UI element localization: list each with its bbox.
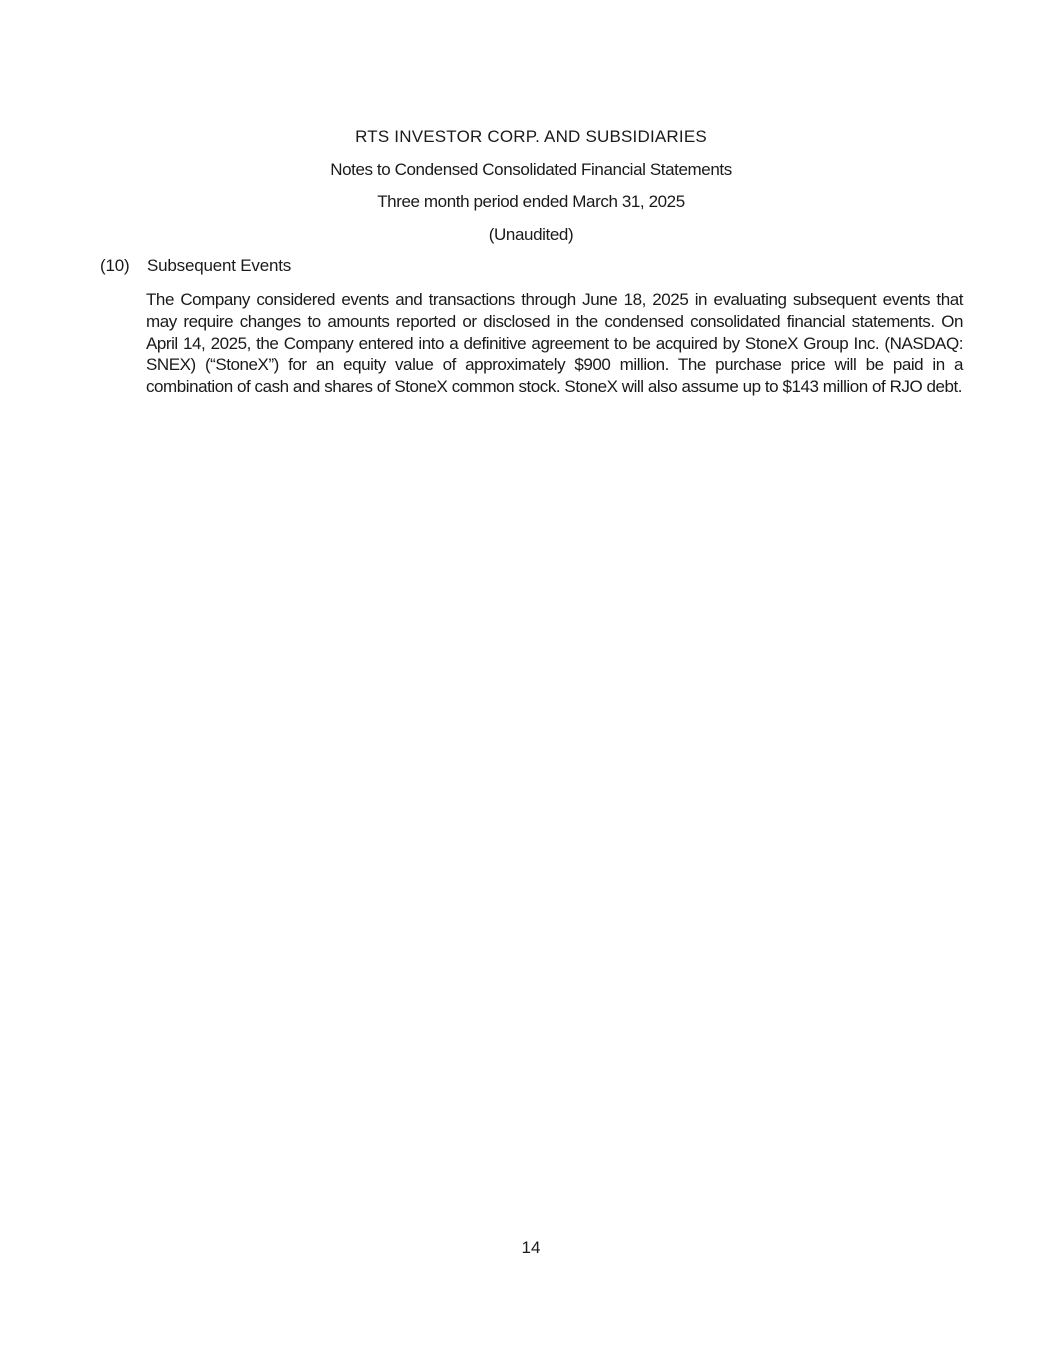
section-title: Subsequent Events (147, 256, 292, 275)
document-title: Notes to Condensed Consolidated Financial Statements (330, 160, 732, 179)
company-name: RTS INVESTOR CORP. AND SUBSIDIARIES (355, 127, 707, 146)
section-heading (100, 256, 291, 276)
reporting-period: Three month period ended March 31, 2025 (377, 192, 685, 211)
unaudited-label: (Unaudited) (488, 225, 574, 244)
page-number: 14 (521, 1238, 541, 1257)
section-number: (10) (100, 256, 130, 275)
section-body-text: The Company considered events and transactions through June 18, 2025 in evaluating subsequent events that may require changes to amounts reported or disclosed in the condensed consolidated financial statements. On April 14, 2025, the Company entered into a definitive agreement to be acquired by StoneX Group Inc. (NASDAQ: SNEX) (“StoneX”) for an equity value of approximately $900 million. The purchase price will be paid in a combination of cash and shares of StoneX common stock. StoneX will also assume up to $143 million of RJO debt. (146, 290, 963, 397)
